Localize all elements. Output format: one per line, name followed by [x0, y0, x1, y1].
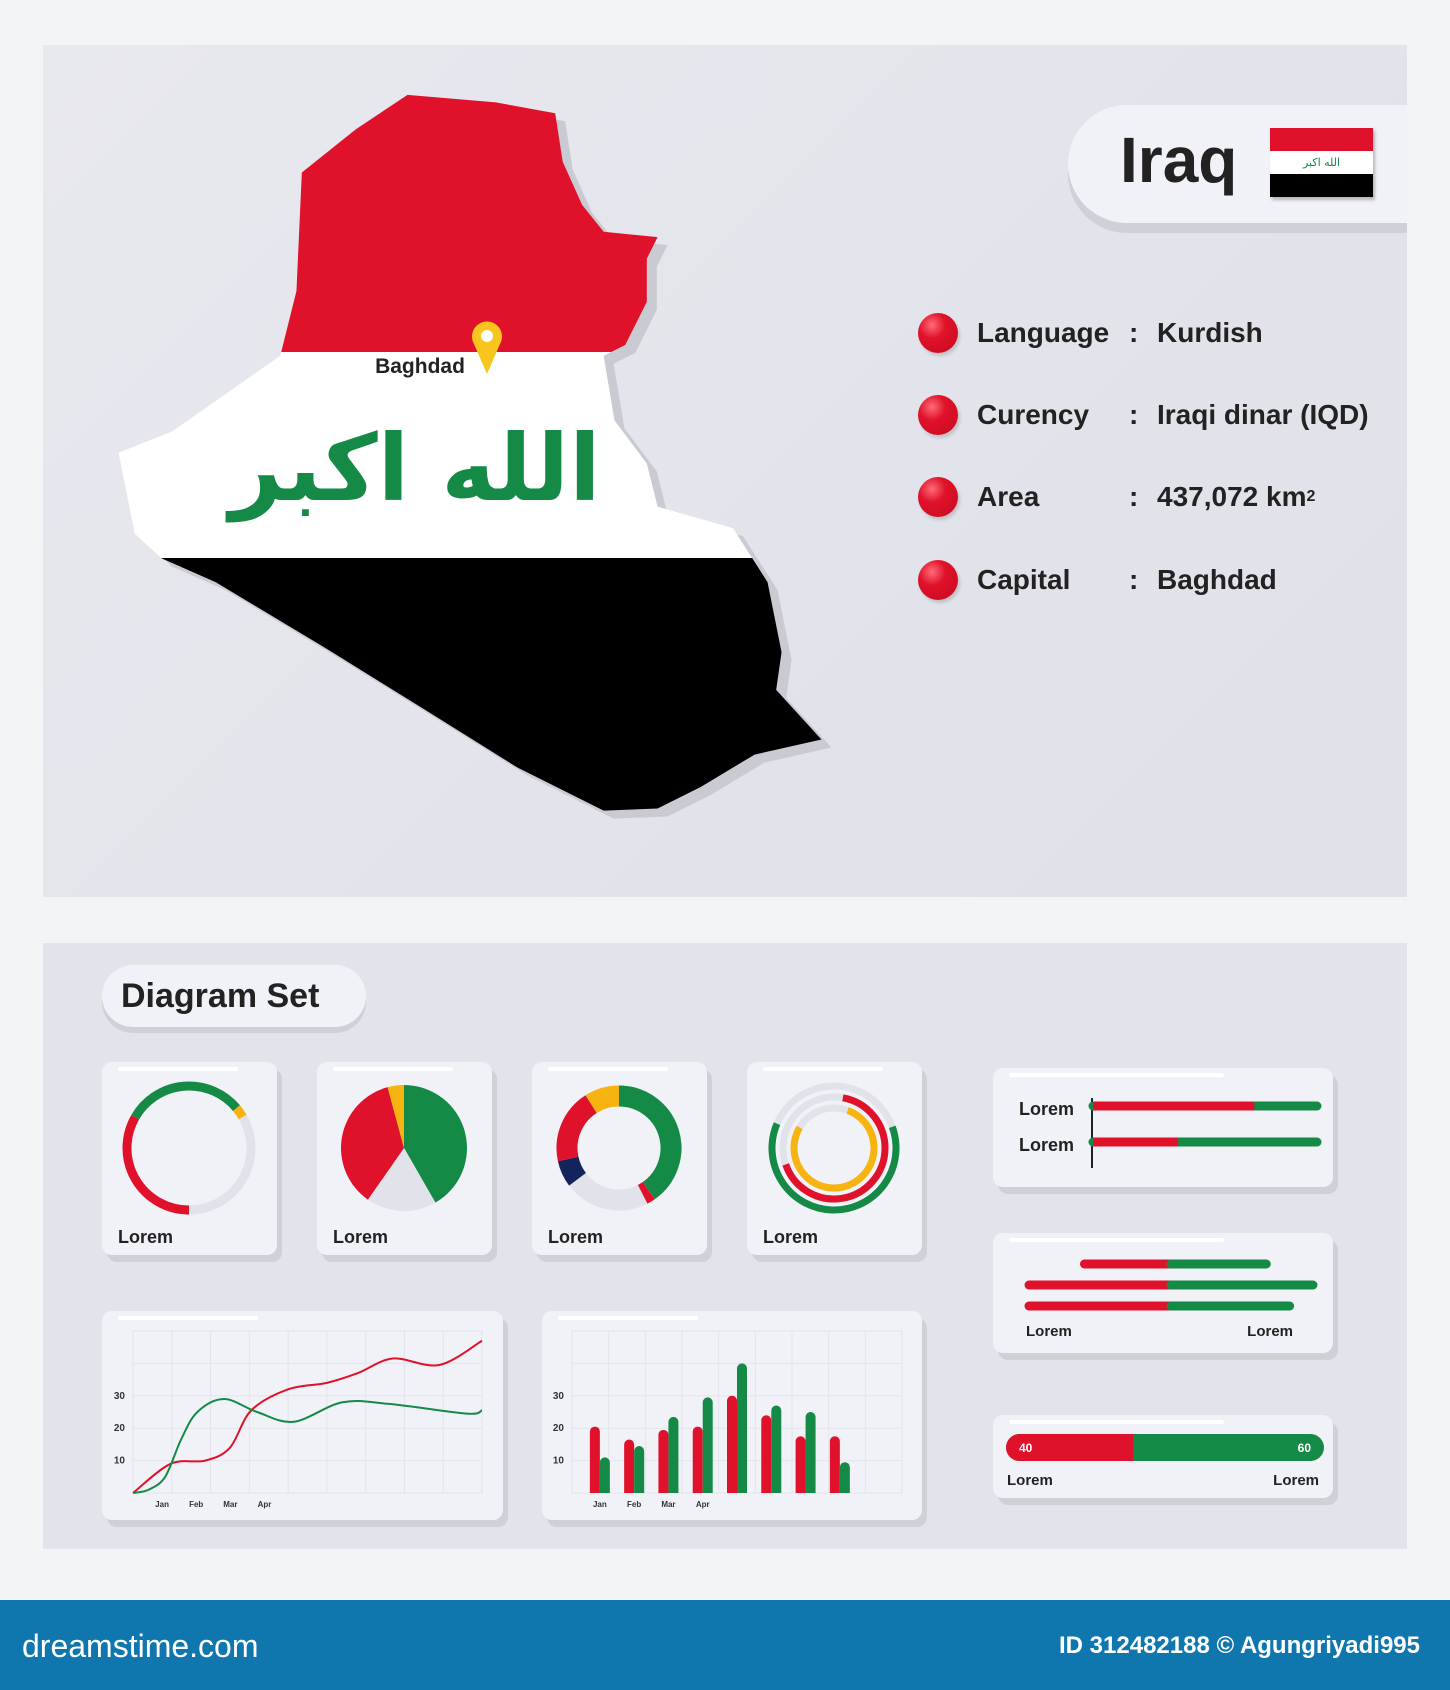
y-tick-label: 20: [552, 1423, 564, 1435]
bar-red: [624, 1440, 634, 1493]
donut-segment-gray: [578, 1179, 643, 1200]
bar-red: [796, 1436, 806, 1493]
card-label: Lorem: [333, 1227, 389, 1247]
x-tick-label: Apr: [257, 1500, 272, 1509]
info-value-sup: 2: [1306, 488, 1316, 505]
flag-red-stripe: [0, 0, 900, 352]
pie-chart: [317, 1062, 492, 1232]
info-sep: :: [1129, 317, 1139, 348]
y-tick-label: 10: [113, 1455, 125, 1467]
flag-takbir: الله اكبر: [1270, 151, 1373, 174]
x-tick-label: Mar: [223, 1500, 238, 1509]
bullet-icon: [918, 313, 958, 353]
bar-red: [590, 1427, 600, 1493]
info-value: Kurdish: [1157, 317, 1263, 348]
pie-card-4: [747, 1062, 922, 1255]
progress-label-left: Lorem: [1007, 1472, 1053, 1489]
split-label-left: Lorem: [1026, 1323, 1072, 1340]
bar-red: [727, 1396, 737, 1493]
line-chart-card: [102, 1311, 503, 1520]
card-label: Lorem: [763, 1227, 819, 1247]
split-bar-join: [1170, 1302, 1176, 1311]
donut-chart: [532, 1062, 707, 1232]
concentric-rings-chart: [747, 1062, 922, 1232]
hbar-label: Lorem: [1019, 1099, 1075, 1119]
donut-segment-green: [135, 1086, 236, 1117]
bar-chart: [542, 1311, 922, 1520]
info-label: Capital: [977, 564, 1071, 595]
pie-card-2: [317, 1062, 492, 1255]
bullet-icon: [918, 477, 958, 517]
info-sep: :: [1129, 564, 1139, 595]
bar-green: [737, 1363, 747, 1493]
donut-segment-navy: [568, 1159, 577, 1179]
x-tick-label: Mar: [661, 1500, 676, 1509]
progress-value-left: 40: [1019, 1441, 1033, 1455]
info-value: Iraqi dinar (IQD): [1157, 399, 1369, 430]
x-tick-label: Apr: [695, 1500, 710, 1509]
bar-chart-card: [542, 1311, 922, 1520]
y-tick-label: 10: [552, 1455, 564, 1467]
split-bar-join: [1170, 1281, 1176, 1290]
hbar-red: [1093, 1102, 1254, 1111]
info-label: Curency: [977, 399, 1090, 430]
footer-logo[interactable]: dreamstime.com: [22, 1628, 259, 1664]
capital-label: Baghdad: [375, 355, 465, 378]
bar-green: [840, 1462, 850, 1493]
donut-segment-green: [619, 1096, 671, 1191]
bar-red: [693, 1427, 703, 1493]
split-bar-join: [1170, 1260, 1176, 1269]
info-row-language: [918, 311, 1263, 355]
info-label: Area: [977, 481, 1040, 512]
hbar-label: Lorem: [1019, 1135, 1075, 1155]
card-label: Lorem: [548, 1227, 604, 1247]
progress-value-right: 60: [1297, 1441, 1311, 1455]
bar-green: [668, 1417, 678, 1493]
diagram-set-pill: [102, 965, 366, 1027]
info-value: 437,072 km: [1157, 481, 1307, 512]
map-takbir: الله اكبر: [229, 415, 601, 522]
donut-segment-red: [127, 1117, 189, 1210]
donut-segment-yellow: [591, 1096, 619, 1104]
split-bar-card: [993, 1233, 1333, 1353]
bar-red: [761, 1415, 771, 1493]
info-sep: :: [1129, 481, 1139, 512]
hbar-red: [1093, 1138, 1178, 1147]
y-tick-label: 30: [113, 1390, 125, 1402]
progress-card: [993, 1415, 1333, 1498]
split-label-right: Lorem: [1247, 1323, 1293, 1340]
info-label: Language: [977, 317, 1110, 348]
footer-image-id: ID 312482188 © Agungriyadi995: [1059, 1632, 1420, 1659]
title-pill: [1068, 105, 1407, 223]
y-tick-label: 20: [113, 1423, 125, 1435]
iraq-flag-icon: [1270, 128, 1373, 197]
info-row-currency: [918, 393, 1369, 437]
hbar-card: [993, 1068, 1333, 1187]
card-label: Lorem: [118, 1227, 174, 1247]
country-name: Iraq: [1120, 124, 1238, 196]
footer-banner: [0, 1600, 1450, 1690]
ring-chart: [102, 1062, 277, 1232]
bar-green: [771, 1406, 781, 1493]
info-value: Baghdad: [1157, 564, 1277, 595]
x-tick-label: Feb: [627, 1500, 642, 1509]
donut-segment-red: [643, 1191, 649, 1195]
x-tick-label: Jan: [592, 1500, 607, 1509]
flag-black-stripe: [0, 558, 900, 878]
donut-segment-red: [567, 1104, 591, 1159]
bar-red: [830, 1436, 840, 1493]
bar-green: [634, 1446, 644, 1493]
hbar-chart: [993, 1068, 1333, 1187]
info-row-capital: [918, 558, 1277, 602]
line-chart: [102, 1311, 503, 1520]
info-row-area: [918, 475, 1315, 519]
donut-segment-yellow: [237, 1108, 243, 1117]
bar-green: [806, 1412, 816, 1493]
line-series-green: [133, 1399, 482, 1493]
donut-segment-gray: [189, 1117, 251, 1210]
x-tick-label: Jan: [155, 1500, 169, 1509]
bullet-icon: [918, 560, 958, 600]
progress-label-right: Lorem: [1273, 1472, 1319, 1489]
x-tick-label: Feb: [189, 1500, 204, 1509]
bar-green: [600, 1457, 610, 1493]
pie-card-1: [102, 1062, 277, 1255]
diagram-set-title: Diagram Set: [121, 977, 320, 1015]
bar-green: [703, 1397, 713, 1493]
y-tick-label: 30: [552, 1390, 564, 1402]
bar-red: [658, 1430, 668, 1493]
info-sep: :: [1129, 399, 1139, 430]
pie-card-3: [532, 1062, 707, 1255]
bullet-icon: [918, 395, 958, 435]
